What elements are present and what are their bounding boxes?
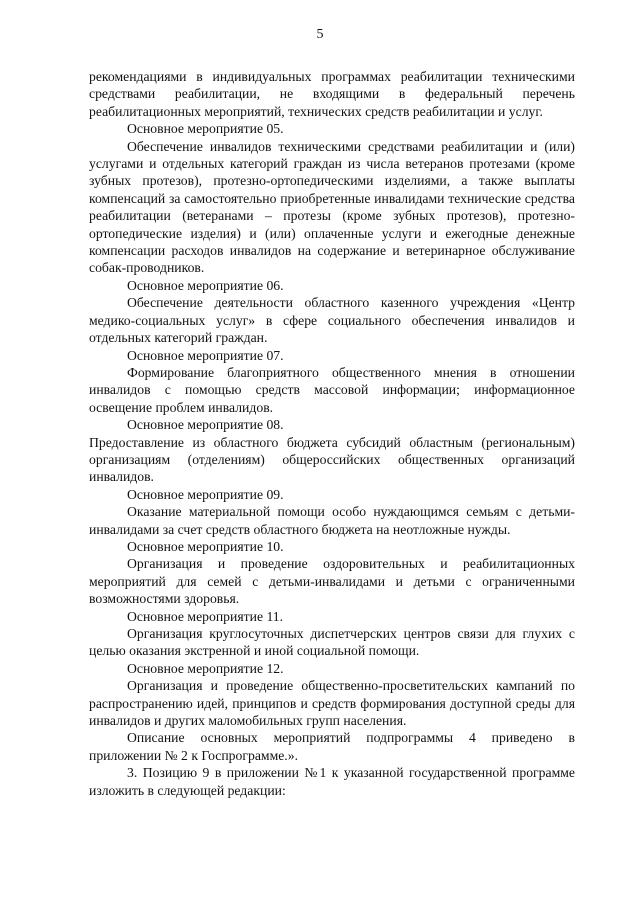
paragraph: Основное мероприятие 12. — [127, 660, 284, 676]
paragraph: Основное мероприятие 10. — [127, 538, 284, 554]
paragraph: Предоставление из областного бюджета субсидий областным (региональным) организациям (отделениям) общероссийских общественных организаций инвалидов. — [89, 434, 575, 485]
paragraph: Основное мероприятие 07. — [127, 347, 284, 363]
paragraph: Основное мероприятие 05. — [127, 121, 284, 137]
page-number: 5 — [316, 27, 324, 42]
paragraph: Основное мероприятие 11. — [127, 608, 284, 624]
paragraph: Основное мероприятие 08. — [127, 417, 284, 433]
paragraph: Описание основных мероприятий подпрограммы 4 приведено в приложении № 2 к Госпрограмме.». — [89, 730, 575, 763]
document-body — [89, 68, 575, 799]
paragraph: Организация и проведение общественно-просветительских кампаний по распространению идей, принципов и средств формирования доступной среды для инвалидов и других маломобильных групп населения. — [89, 678, 575, 729]
paragraph: Обеспечение инвалидов техническими средствами реабилитации и (или) услугами и отдельных категорий граждан из числа ветеранов протезами (кроме зубных протезов), протезно-ортопедическими изделиями, а также выплаты компенсаций за самостоятельно приобретенные инвалидами технические средства реабилитации (ветеранами – протезы (кроме зубных протезов), протезно-ортопедические изделия) и (или) оплаченные услуги и ежегодные денежные компенсации расходов инвалидов на содержание и ветеринарное обслуживание собак-проводников. — [89, 138, 575, 276]
paragraph: Организация круглосуточных диспетчерских центров связи для глухих с целью оказания экстренной и иной социальной помощи. — [89, 626, 575, 659]
paragraph: Основное мероприятие 09. — [127, 486, 284, 502]
paragraph: Формирование благоприятного общественного мнения в отношении инвалидов с помощью средств массовой информации; информационное освещение проблем инвалидов. — [89, 364, 575, 415]
paragraph: рекомендациями в индивидуальных программах реабилитации техническими средствами реабилитации, не входящими в федеральный перечень реабилитационных мероприятий, технических средств реабилитации и услуг. — [89, 69, 575, 119]
paragraph: Организация и проведение оздоровительных и реабилитационных мероприятий для семей с детьми-инвалидами и детьми с ограниченными возможностями здоровья. — [89, 556, 575, 607]
paragraph: Основное мероприятие 06. — [127, 277, 284, 293]
paragraph: Оказание материальной помощи особо нуждающимся семьям с детьми-инвалидами за счет средств областного бюджета на неотложные нужды. — [89, 504, 575, 537]
paragraph: 3. Позицию 9 в приложении №1 к указанной государственной программе изложить в следующей редакции: — [89, 765, 575, 798]
paragraph: Обеспечение деятельности областного казенного учреждения «Центр медико-социальных услуг» в сфере социального обеспечения инвалидов и отдельных категорий граждан. — [89, 295, 575, 346]
